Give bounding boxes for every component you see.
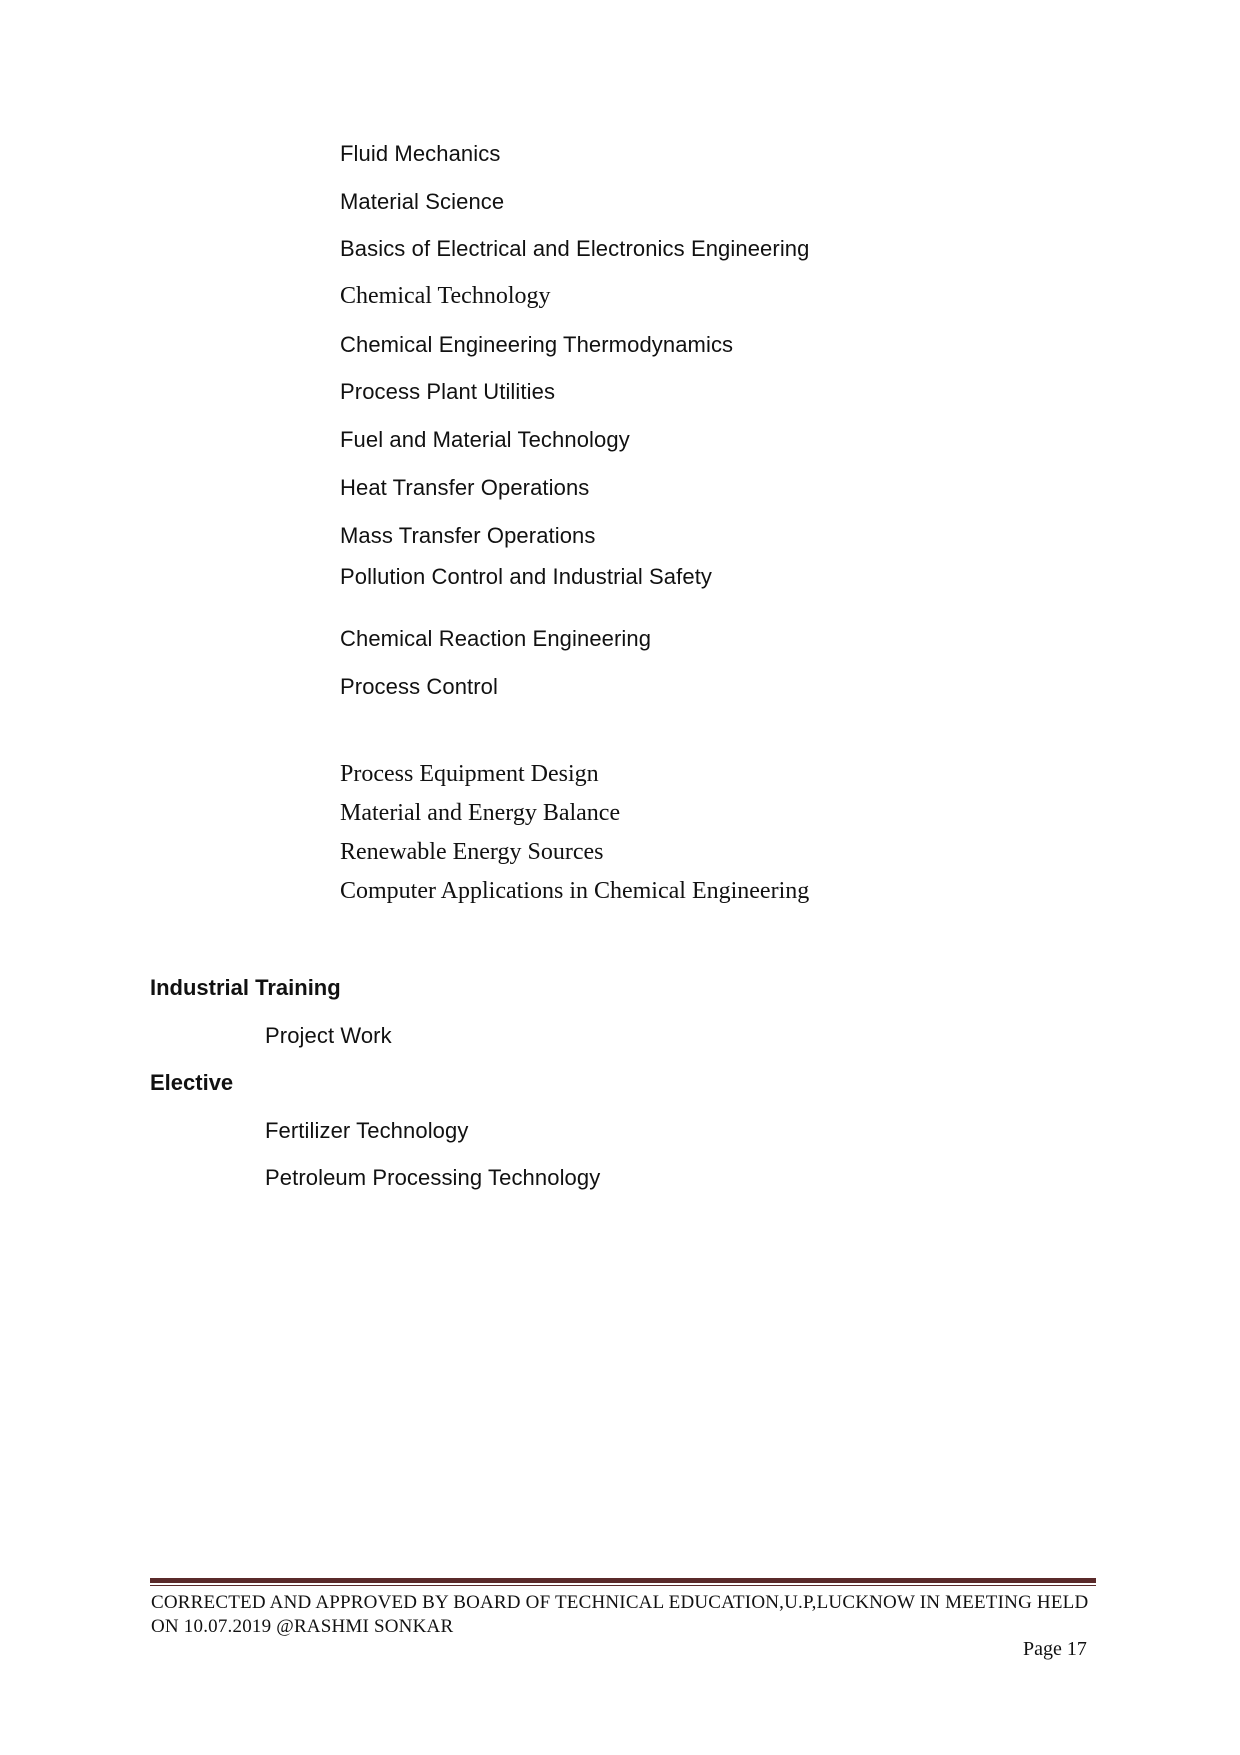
list-item: Project Work (265, 1023, 392, 1048)
page-number: Page 17 (1023, 1638, 1087, 1660)
subject-item: Material and Energy Balance (340, 800, 621, 826)
subject-item: Fluid Mechanics (340, 141, 501, 166)
subject-item: Renewable Energy Sources (340, 839, 604, 865)
subject-item: Process Equipment Design (340, 761, 599, 787)
subject-item: Fuel and Material Technology (340, 427, 630, 452)
subject-item: Process Control (340, 674, 499, 699)
subject-item: Pollution Control and Industrial Safety (340, 564, 713, 589)
section-heading: Elective (150, 1070, 234, 1095)
subject-item: Material Science (340, 189, 505, 214)
subject-item: Heat Transfer Operations (340, 475, 590, 500)
subject-item: Chemical Reaction Engineering (340, 626, 652, 651)
subject-item: Basics of Electrical and Electronics Engineering (340, 236, 810, 261)
footer-approval-note: CORRECTED AND APPROVED BY BOARD OF TECHNICAL EDUCATION,U.P,LUCKNOW IN MEETING HELD ON 10.07.2019 @RASHMI SONKAR (151, 1592, 1089, 1637)
footer-divider-thick (150, 1578, 1096, 1583)
subject-item: Process Plant Utilities (340, 379, 556, 404)
subject-item: Chemical Technology (340, 283, 551, 309)
subject-item: Computer Applications in Chemical Engineering (340, 878, 810, 904)
section-heading: Industrial Training (150, 975, 341, 1000)
list-item: Fertilizer Technology (265, 1118, 469, 1143)
subject-item: Chemical Engineering Thermodynamics (340, 332, 734, 357)
list-item: Petroleum Processing Technology (265, 1165, 601, 1190)
subject-item: Mass Transfer Operations (340, 523, 596, 548)
footer-divider-thin (150, 1585, 1096, 1586)
footer-divider (150, 1578, 1096, 1586)
